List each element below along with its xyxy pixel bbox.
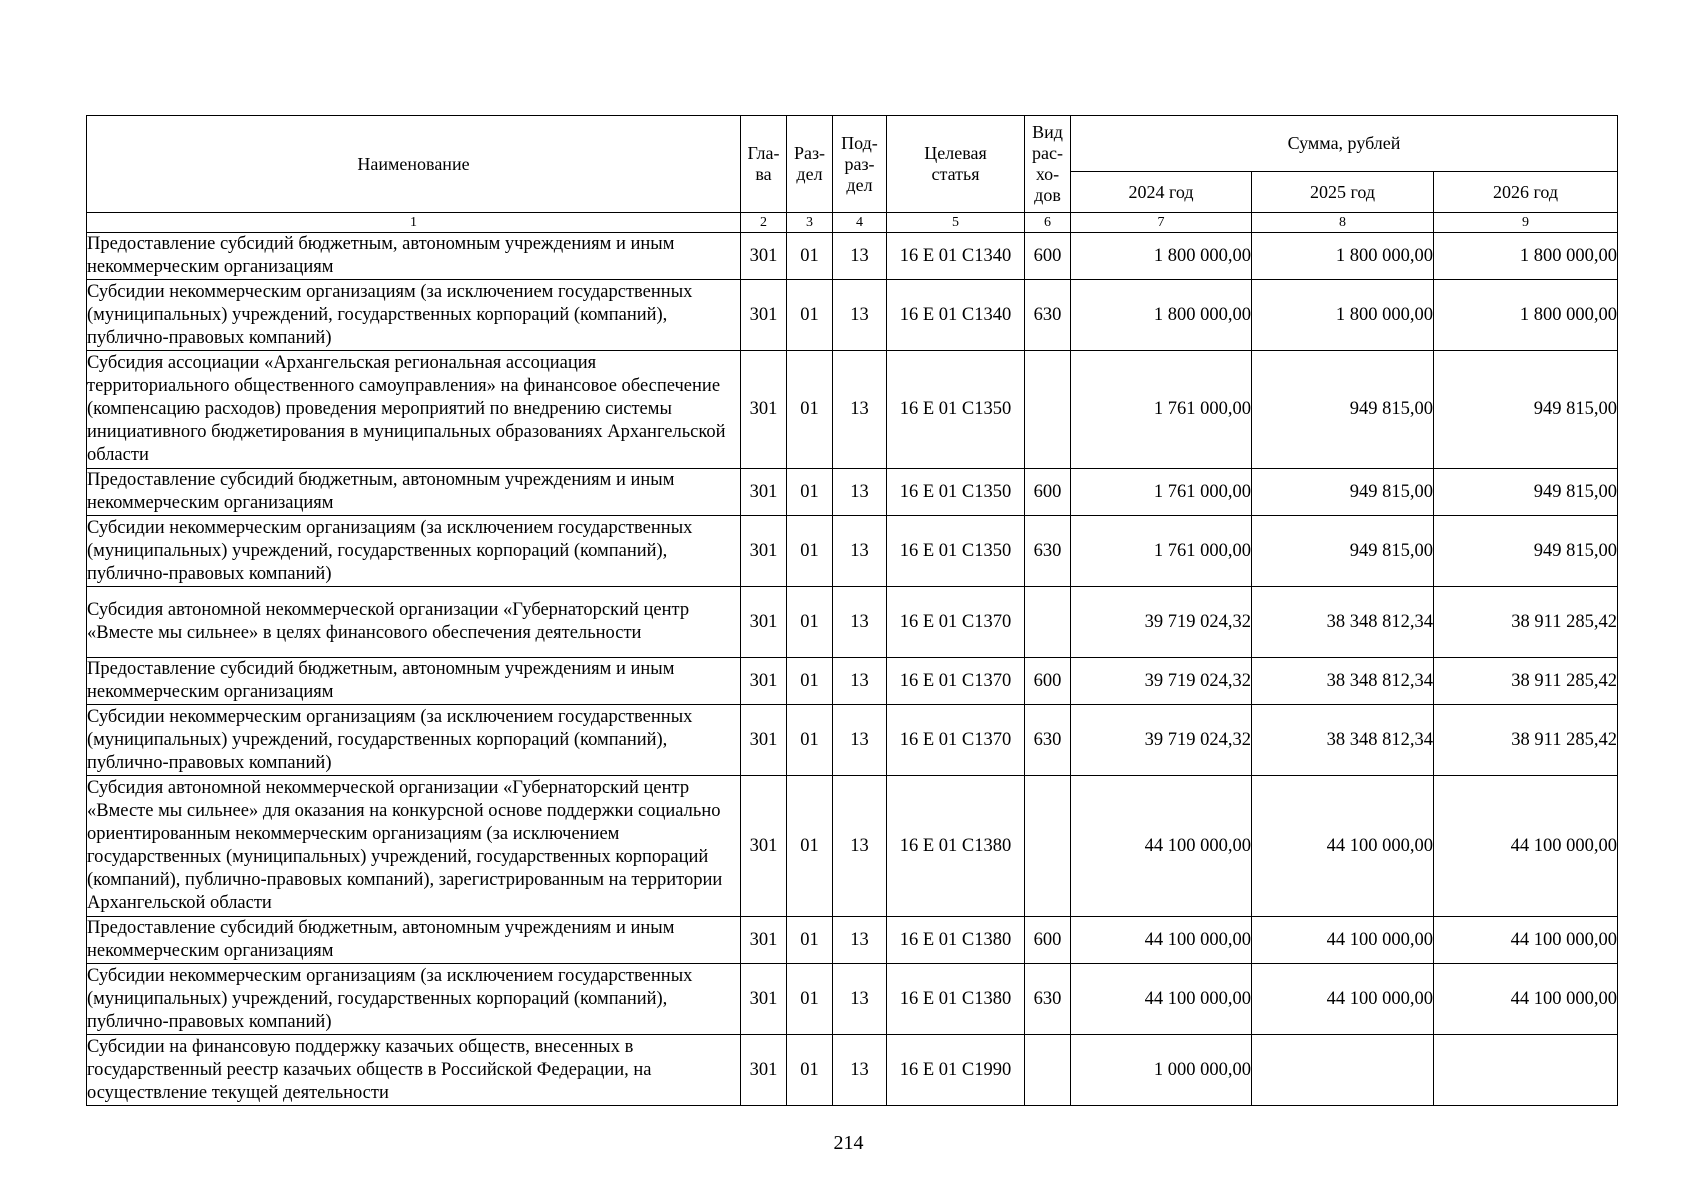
- row-amount-2026: 1 800 000,00: [1434, 280, 1618, 351]
- row-chapter: 301: [741, 658, 787, 705]
- row-amount-2025: 949 815,00: [1252, 516, 1434, 587]
- row-expense-type: 630: [1025, 516, 1071, 587]
- row-amount-2026: 44 100 000,00: [1434, 917, 1618, 964]
- row-amount-2026: 38 911 285,42: [1434, 705, 1618, 776]
- column-number: 8: [1252, 213, 1434, 233]
- row-expense-type: 630: [1025, 705, 1071, 776]
- row-name: Предоставление субсидий бюджетным, автономным учреждениям и иным некоммерческим организациям: [87, 233, 741, 280]
- table-row: [87, 964, 1618, 1035]
- row-amount-2025: 44 100 000,00: [1252, 964, 1434, 1035]
- row-chapter: 301: [741, 776, 787, 917]
- table-row: [87, 516, 1618, 587]
- row-section: 01: [787, 917, 833, 964]
- column-number: 7: [1071, 213, 1252, 233]
- header-year-2026: 2026 год: [1434, 172, 1618, 213]
- header-sum: Сумма, рублей: [1071, 116, 1618, 172]
- row-subsection: 13: [833, 516, 887, 587]
- table-row: [87, 233, 1618, 280]
- row-section: 01: [787, 776, 833, 917]
- row-section: 01: [787, 658, 833, 705]
- row-amount-2026: 38 911 285,42: [1434, 587, 1618, 658]
- row-subsection: 13: [833, 917, 887, 964]
- row-amount-2024: 39 719 024,32: [1071, 658, 1252, 705]
- row-amount-2024: 1 000 000,00: [1071, 1035, 1252, 1106]
- row-amount-2024: 1 761 000,00: [1071, 351, 1252, 469]
- header-year-2024: 2024 год: [1071, 172, 1252, 213]
- row-amount-2026: [1434, 1035, 1618, 1106]
- table-row: [87, 1035, 1618, 1106]
- row-name: Субсидия ассоциации «Архангельская региональная ассоциация территориального общественного самоуправления» на финансовое обеспечение (компенсацию расходов) проведения мероприятий по внедрению системы инициативного бюджетирования в муниципальных образованиях Архангельской области: [87, 351, 741, 469]
- row-amount-2025: 38 348 812,34: [1252, 658, 1434, 705]
- row-target-article: 16 Е 01 С1350: [887, 469, 1025, 516]
- row-target-article: 16 Е 01 С1370: [887, 587, 1025, 658]
- row-name: Субсидия автономной некоммерческой организации «Губернаторский центр «Вместе мы сильнее» для оказания на конкурсной основе поддержки социально ориентированным некоммерческим организациям (за исключением государственных (муниципальных) учреждений, государственных корпораций (компаний), публично-правовых компаний), зарегистрированным на территории Архангельской области: [87, 776, 741, 917]
- row-chapter: 301: [741, 280, 787, 351]
- row-section: 01: [787, 351, 833, 469]
- row-amount-2025: [1252, 1035, 1434, 1106]
- row-name: Предоставление субсидий бюджетным, автономным учреждениям и иным некоммерческим организациям: [87, 658, 741, 705]
- row-expense-type: 600: [1025, 658, 1071, 705]
- row-amount-2025: 1 800 000,00: [1252, 233, 1434, 280]
- header-name: Наименование: [87, 116, 741, 213]
- row-amount-2026: 44 100 000,00: [1434, 964, 1618, 1035]
- table-row: [87, 351, 1618, 469]
- row-chapter: 301: [741, 351, 787, 469]
- row-amount-2024: 1 761 000,00: [1071, 469, 1252, 516]
- row-section: 01: [787, 233, 833, 280]
- row-expense-type: 600: [1025, 233, 1071, 280]
- column-number: 3: [787, 213, 833, 233]
- header-expense-type: Вид рас- хо- дов: [1025, 116, 1071, 213]
- row-amount-2026: 949 815,00: [1434, 351, 1618, 469]
- row-name: Предоставление субсидий бюджетным, автономным учреждениям и иным некоммерческим организациям: [87, 469, 741, 516]
- budget-table: [86, 115, 1618, 1106]
- row-amount-2024: 1 800 000,00: [1071, 280, 1252, 351]
- row-section: 01: [787, 964, 833, 1035]
- column-number: 6: [1025, 213, 1071, 233]
- column-number: 9: [1434, 213, 1618, 233]
- row-expense-type: 600: [1025, 917, 1071, 964]
- header-chapter: Гла- ва: [741, 116, 787, 213]
- row-chapter: 301: [741, 917, 787, 964]
- row-expense-type: [1025, 351, 1071, 469]
- table-row: [87, 776, 1618, 917]
- row-subsection: 13: [833, 587, 887, 658]
- row-name: Предоставление субсидий бюджетным, автономным учреждениям и иным некоммерческим организациям: [87, 917, 741, 964]
- row-name: Субсидии некоммерческим организациям (за исключением государственных (муниципальных) учреждений, государственных корпораций (компаний), публично-правовых компаний): [87, 964, 741, 1035]
- row-amount-2025: 949 815,00: [1252, 469, 1434, 516]
- row-expense-type: [1025, 1035, 1071, 1106]
- row-target-article: 16 Е 01 С1350: [887, 351, 1025, 469]
- header-target-article: Целевая статья: [887, 116, 1025, 213]
- row-target-article: 16 Е 01 С1380: [887, 964, 1025, 1035]
- row-amount-2024: 39 719 024,32: [1071, 705, 1252, 776]
- page-number: 214: [833, 1132, 864, 1154]
- header-section: Раз- дел: [787, 116, 833, 213]
- row-name: Субсидия автономной некоммерческой организации «Губернаторский центр «Вместе мы сильнее» в целях финансового обеспечения деятельности: [87, 587, 741, 658]
- row-expense-type: 600: [1025, 469, 1071, 516]
- row-amount-2025: 38 348 812,34: [1252, 587, 1434, 658]
- row-target-article: 16 Е 01 С1350: [887, 516, 1025, 587]
- row-expense-type: 630: [1025, 280, 1071, 351]
- row-amount-2024: 44 100 000,00: [1071, 964, 1252, 1035]
- row-subsection: 13: [833, 658, 887, 705]
- row-amount-2024: 44 100 000,00: [1071, 776, 1252, 917]
- row-name: Субсидии некоммерческим организациям (за исключением государственных (муниципальных) учреждений, государственных корпораций (компаний), публично-правовых компаний): [87, 705, 741, 776]
- column-number: 4: [833, 213, 887, 233]
- table-row: [87, 280, 1618, 351]
- row-subsection: 13: [833, 964, 887, 1035]
- table-body: [87, 233, 1618, 1106]
- row-chapter: 301: [741, 705, 787, 776]
- row-amount-2024: 1 800 000,00: [1071, 233, 1252, 280]
- row-section: 01: [787, 1035, 833, 1106]
- row-amount-2025: 44 100 000,00: [1252, 776, 1434, 917]
- table-row: [87, 917, 1618, 964]
- header-subsection: Под- раз- дел: [833, 116, 887, 213]
- row-section: 01: [787, 469, 833, 516]
- row-name: Субсидии некоммерческим организациям (за исключением государственных (муниципальных) учреждений, государственных корпораций (компаний), публично-правовых компаний): [87, 280, 741, 351]
- column-number: 1: [87, 213, 741, 233]
- row-target-article: 16 Е 01 С1990: [887, 1035, 1025, 1106]
- row-expense-type: [1025, 587, 1071, 658]
- row-subsection: 13: [833, 776, 887, 917]
- row-section: 01: [787, 516, 833, 587]
- row-chapter: 301: [741, 587, 787, 658]
- row-subsection: 13: [833, 469, 887, 516]
- row-subsection: 13: [833, 705, 887, 776]
- row-section: 01: [787, 280, 833, 351]
- row-amount-2024: 1 761 000,00: [1071, 516, 1252, 587]
- table-row: [87, 705, 1618, 776]
- row-subsection: 13: [833, 351, 887, 469]
- row-chapter: 301: [741, 964, 787, 1035]
- table-header: [87, 116, 1618, 233]
- row-expense-type: 630: [1025, 964, 1071, 1035]
- row-target-article: 16 Е 01 С1370: [887, 658, 1025, 705]
- row-amount-2025: 38 348 812,34: [1252, 705, 1434, 776]
- row-subsection: 13: [833, 280, 887, 351]
- row-subsection: 13: [833, 1035, 887, 1106]
- row-amount-2026: 38 911 285,42: [1434, 658, 1618, 705]
- column-numbers-row: [87, 213, 1618, 233]
- row-expense-type: [1025, 776, 1071, 917]
- row-amount-2026: 1 800 000,00: [1434, 233, 1618, 280]
- row-target-article: 16 Е 01 С1340: [887, 280, 1025, 351]
- row-section: 01: [787, 587, 833, 658]
- row-amount-2025: 44 100 000,00: [1252, 917, 1434, 964]
- table-row: [87, 469, 1618, 516]
- row-amount-2024: 44 100 000,00: [1071, 917, 1252, 964]
- row-amount-2025: 949 815,00: [1252, 351, 1434, 469]
- row-amount-2026: 44 100 000,00: [1434, 776, 1618, 917]
- row-chapter: 301: [741, 516, 787, 587]
- row-name: Субсидии на финансовую поддержку казачьих обществ, внесенных в государственный реестр казачьих обществ в Российской Федерации, на осуществление текущей деятельности: [87, 1035, 741, 1106]
- row-name: Субсидии некоммерческим организациям (за исключением государственных (муниципальных) учреждений, государственных корпораций (компаний), публично-правовых компаний): [87, 516, 741, 587]
- row-target-article: 16 Е 01 С1370: [887, 705, 1025, 776]
- row-chapter: 301: [741, 233, 787, 280]
- row-section: 01: [787, 705, 833, 776]
- row-chapter: 301: [741, 1035, 787, 1106]
- row-chapter: 301: [741, 469, 787, 516]
- row-amount-2025: 1 800 000,00: [1252, 280, 1434, 351]
- row-target-article: 16 Е 01 С1380: [887, 776, 1025, 917]
- column-number: 5: [887, 213, 1025, 233]
- table-row: [87, 658, 1618, 705]
- row-target-article: 16 Е 01 С1340: [887, 233, 1025, 280]
- header-year-2025: 2025 год: [1252, 172, 1434, 213]
- row-amount-2024: 39 719 024,32: [1071, 587, 1252, 658]
- row-amount-2026: 949 815,00: [1434, 469, 1618, 516]
- row-target-article: 16 Е 01 С1380: [887, 917, 1025, 964]
- row-subsection: 13: [833, 233, 887, 280]
- row-amount-2026: 949 815,00: [1434, 516, 1618, 587]
- table-row: [87, 587, 1618, 658]
- column-number: 2: [741, 213, 787, 233]
